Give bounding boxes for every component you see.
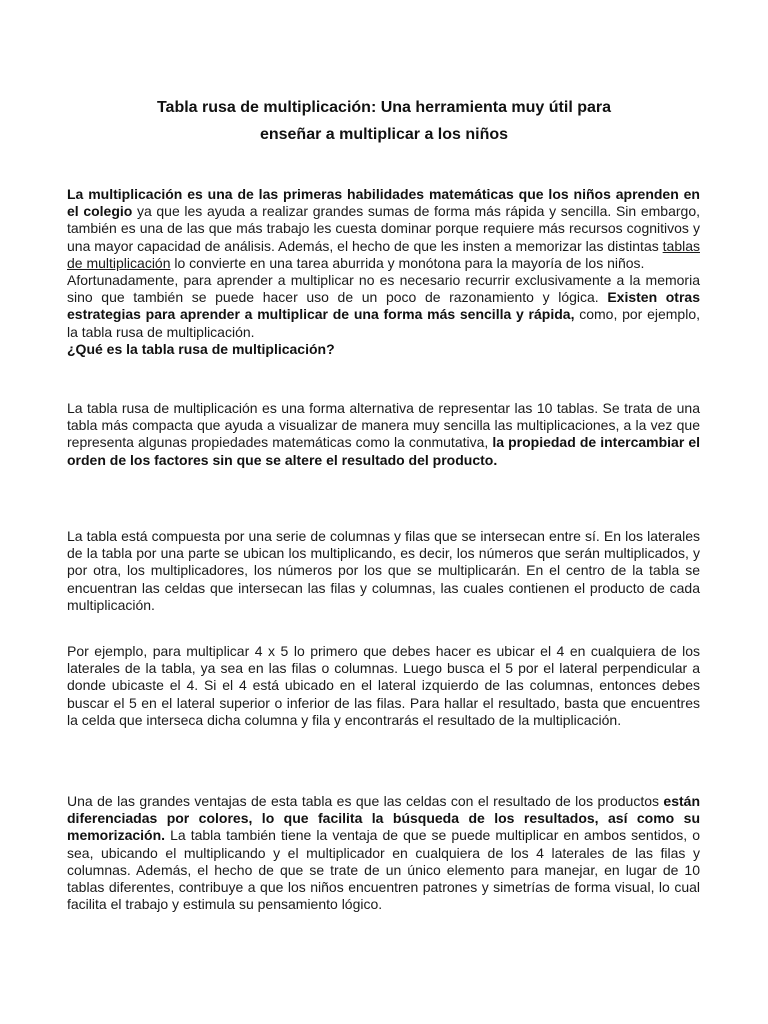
paragraph-2-text-2: como, por ejemplo, la tabla rusa de multiplicación.: [67, 306, 700, 340]
section-heading: ¿Qué es la tabla rusa de multiplicación?: [67, 340, 335, 357]
intro-text-2: lo convierte en una tarea aburrida y monótona para la mayoría de los niños.: [170, 254, 645, 271]
paragraph-structure: [67, 528, 700, 614]
intro-text-1: ya que les ayuda a realizar grandes sumas de forma más rápida y sencilla. Sin embargo, también es una de las que más trabajo les cuesta dominar porque requiere más recursos cognitivos y una mayor capacidad de análisis. Además, el hecho de que les insten a memorizar las distintas: [67, 203, 700, 254]
paragraph-definition: [67, 400, 700, 469]
paragraph-2-bold: Existen otras estrategias para aprender a multiplicar de una forma más sencilla y rápida,: [67, 289, 700, 323]
paragraph-intro: [67, 186, 700, 358]
advantages-text-1: Una de las grandes ventajas de esta tabla es que las celdas con el resultado de los productos: [67, 793, 664, 809]
multiplication-tables-link[interactable]: tablas de multiplicación: [67, 237, 700, 271]
definition-bold: la propiedad de intercambiar el orden de los factores sin que se altere el resultado del producto.: [67, 434, 701, 468]
advantages-text-2: La tabla también tiene la ventaja de que se puede multiplicar en ambos sentidos, o sea, ubicando el multiplicando y el multiplicador en cualquiera de los 4 laterales de las filas y columnas. Además, el hecho de que se trate de un único elemento para manejar, en lugar de 10 tablas diferentes, contribuye a que los niños encuentren patrones y simetrías de forma visual, lo cual facilita el trabajo y estimula su pensamiento lógico.: [67, 827, 700, 913]
definition-text: La tabla rusa de multiplicación es una forma alternativa de representar las 10 tablas. Se trata de una tabla más compacta que ayuda a visualizar de manera muy sencilla las multiplicaciones, a la vez que representa algunas propiedades matemáticas como la conmutativa,: [67, 400, 700, 451]
example-text: Por ejemplo, para multiplicar 4 x 5 lo primero que debes hacer es ubicar el 4 en cualquiera de los laterales de la tabla, ya sea en las filas o columnas. Luego busca el 5 por el lateral perpendicular a donde ubicaste el 4. Si el 4 está ubicado en el lateral izquierdo de las columnas, entonces debes buscar el 5 en el lateral superior o inferior de las filas. Para hallar el resultado, basta que encuentres la celda que interseca dicha columna y fila y encontrarás el resultado de la multiplicación.: [67, 643, 700, 728]
advantages-bold: están diferenciadas por colores, lo que facilita la búsqueda de los resultados, así como su memorización.: [67, 793, 700, 844]
paragraph-2-text-1: Afortunadamente, para aprender a multiplicar no es necesario recurrir exclusivamente a la memoria sino que también se puede hacer uso de un poco de razonamiento y lógica.: [67, 272, 700, 306]
title-line-1: Tabla rusa de multiplicación: Una herramienta muy útil para: [156, 99, 612, 116]
intro-bold: La multiplicación es una de las primeras habilidades matemáticas que los niños aprenden en el colegio: [67, 186, 700, 220]
structure-text: La tabla está compuesta por una serie de columnas y filas que se intersecan entre sí. En los laterales de la tabla por una parte se ubican los multiplicando, es decir, los números que serán multiplicados, y por otra, los multiplicadores, los números por los que se multiplicarán. En el centro de la tabla se encuentran las celdas que intersecan las filas y columnas, las cuales contienen el producto de cada multiplicación.: [67, 528, 700, 613]
document-title: [60, 94, 708, 148]
title-line-2: enseñar a multiplicar a los niños: [259, 126, 509, 143]
paragraph-example: [67, 643, 700, 729]
paragraph-advantages: [67, 793, 700, 913]
